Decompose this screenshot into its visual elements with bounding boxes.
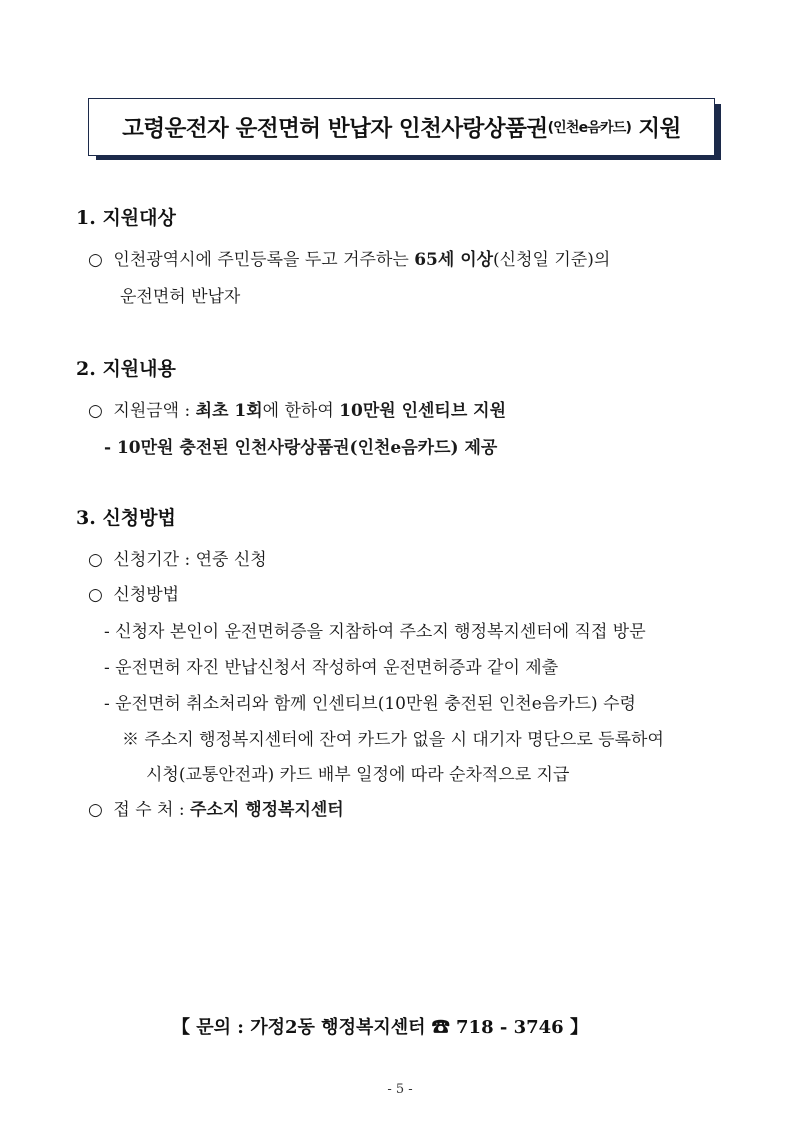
bullet-circle: ○ [88, 250, 103, 270]
s2-text-d: 10만원 인센티브 지원 [339, 401, 507, 421]
section-1-line-2: 운전면허 반납자 [120, 287, 241, 307]
document-title [88, 98, 715, 156]
reception-label: 접 수 처 : [113, 800, 191, 820]
title-small: (인천e음카드) [547, 120, 632, 136]
page-number: - 5 - [387, 1082, 413, 1097]
section-3-note-1: ※ 주소지 행정복지센터에 잔여 카드가 없을 시 대기자 명단으로 등록하여 [122, 730, 664, 750]
section-1-line-1 [88, 245, 610, 270]
section-3-heading: 3. 신청방법 [76, 507, 176, 529]
section-3-reception [88, 795, 344, 820]
s3-period-text: 신청기간 : 연중 신청 [113, 550, 267, 570]
section-3-method [88, 580, 179, 605]
section-3-item-1: - 신청자 본인이 운전면허증을 지참하여 주소지 행정복지센터에 직접 방문 [104, 622, 646, 642]
bullet-circle: ○ [88, 800, 103, 820]
s2-text-b: 최초 1회 [195, 401, 263, 421]
section-2-line-1 [88, 396, 506, 421]
s1-text-b: 65세 이상 [414, 250, 494, 270]
title-main: 고령운전자 운전면허 반납자 인천사랑상품권 [122, 116, 548, 142]
s1-text-a: 인천광역시에 주민등록을 두고 거주하는 [113, 250, 415, 270]
bullet-circle: ○ [88, 401, 103, 421]
section-3-period [88, 545, 267, 570]
s2-text-a: 지원금액 : [113, 401, 196, 421]
section-1-heading: 1. 지원대상 [76, 207, 176, 229]
s3-method-text: 신청방법 [113, 585, 180, 605]
bullet-circle: ○ [88, 550, 103, 570]
section-2-heading: 2. 지원내용 [76, 358, 176, 380]
reception-value: 주소지 행정복지센터 [190, 800, 344, 820]
s2-text-c: 에 한하여 [262, 401, 340, 421]
title-end: 지원 [638, 116, 681, 142]
s1-text-c: (신청일 기준)의 [493, 250, 611, 270]
section-3-item-3: - 운전면허 취소처리와 함께 인센티브(10만원 충전된 인천e음카드) 수령 [104, 694, 636, 714]
section-2-line-2: - 10만원 충전된 인천사랑상품권(인천e음카드) 제공 [104, 438, 498, 458]
contact-footer: 【 문의 : 가정2동 행정복지센터 ☎ 718 - 3746 】 [172, 1017, 588, 1038]
bullet-circle: ○ [88, 585, 103, 605]
section-3-item-2: - 운전면허 자진 반납신청서 작성하여 운전면허증과 같이 제출 [104, 658, 559, 678]
section-3-note-2: 시청(교통안전과) 카드 배부 일정에 따라 순차적으로 지급 [146, 765, 570, 785]
